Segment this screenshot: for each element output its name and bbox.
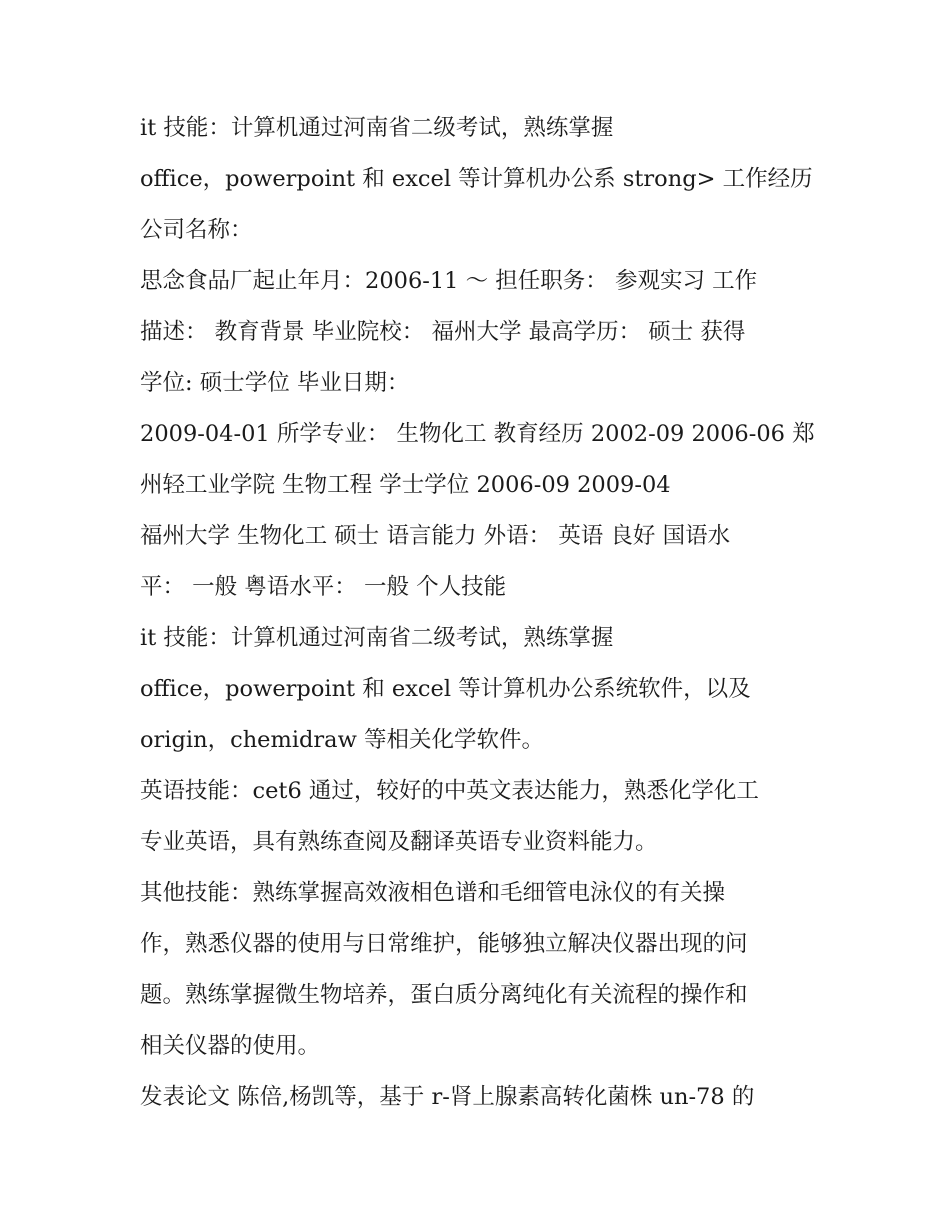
text-line-office-work-history: office，powerpoint 和 excel 等计算机办公系 strong> 工作经历 bbox=[140, 166, 813, 192]
text-line-degree-graduation: 学位: 硕士学位 毕业日期： bbox=[140, 370, 410, 396]
text-line-chemistry-software: origin，chemidraw 等相关化学软件。 bbox=[140, 727, 545, 753]
text-line-company-name: 公司名称： bbox=[140, 217, 253, 243]
text-line-office-software: office，powerpoint 和 excel 等计算机办公系统软件，以及 bbox=[140, 676, 751, 702]
text-line-english-skills: 英语技能：cet6 通过，较好的中英文表达能力，熟悉化学化工 bbox=[140, 778, 759, 804]
text-line-it-skills-repeat: it 技能：计算机通过河南省二级考试，熟练掌握 bbox=[140, 625, 614, 651]
text-line-it-skills: it 技能：计算机通过河南省二级考试，熟练掌握 bbox=[140, 115, 614, 141]
text-line-microbial-culture: 题。熟练掌握微生物培养，蛋白质分离纯化有关流程的操作和 bbox=[140, 982, 748, 1008]
text-line-major-education-history: 2009-04-01 所学专业： 生物化工 教育经历 2002-09 2006-06 郑 bbox=[140, 421, 815, 447]
text-line-other-skills: 其他技能：熟练掌握高效液相色谱和毛细管电泳仪的有关操 bbox=[140, 880, 726, 906]
resume-text-body bbox=[140, 103, 830, 1123]
text-line-education-school: 描述： 教育背景 毕业院校： 福州大学 最高学历： 硕士 获得 bbox=[140, 319, 746, 345]
text-line-employer-period: 思念食品厂起止年月：2006-11 ～ 担任职务： 参观实习 工作 bbox=[140, 268, 758, 294]
text-line-english-translation: 专业英语，具有熟练查阅及翻译英语专业资料能力。 bbox=[140, 829, 658, 855]
text-line-instrument-use: 相关仪器的使用。 bbox=[140, 1033, 321, 1059]
text-line-bachelor-degree: 州轻工业学院 生物工程 学士学位 2006-09 2009-04 bbox=[140, 472, 671, 498]
text-line-publications: 发表论文 陈倍,杨凯等，基于 r-肾上腺素高转化菌株 un-78 的 bbox=[140, 1084, 755, 1110]
text-line-instrument-maintenance: 作，熟悉仪器的使用与日常维护，能够独立解决仪器出现的问 bbox=[140, 931, 748, 957]
text-line-dialect-skills: 平： 一般 粤语水平： 一般 个人技能 bbox=[140, 574, 507, 600]
text-line-master-language: 福州大学 生物化工 硕士 语言能力 外语： 英语 良好 国语水 bbox=[140, 523, 731, 549]
